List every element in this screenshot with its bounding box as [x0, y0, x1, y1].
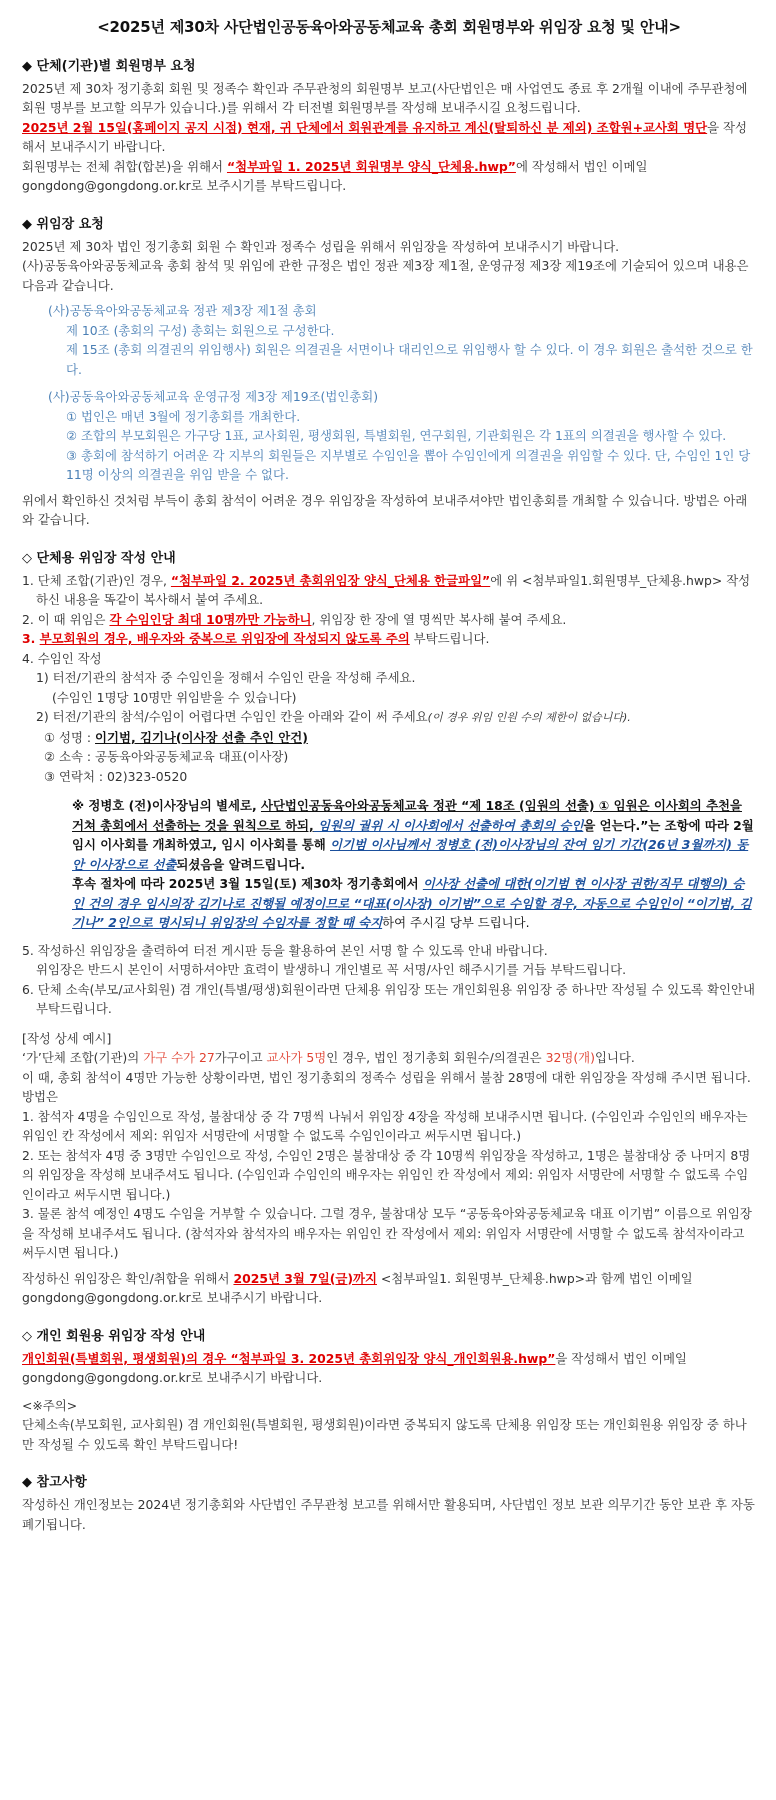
- paragraph: 단체소속(부모회원, 교사회원) 겸 개인회원(특별회원, 평생회원)이라면 중복되지 않도록 단체용 위임장 또는 개인회원용 위임장 중 하나만 작성될 수 있도록 확인 부탁드립니다!: [22, 1417, 747, 1452]
- text: 3.: [22, 631, 40, 646]
- highlight-text: 2025년 2월 15일(홈페이지 공지 시점) 현재, 귀 단체에서 회원관계를 유지하고 계신(탈퇴하신 분 제외) 조합원+교사회 명단: [22, 119, 708, 135]
- quote-title: (사)공동육아와공동체교육 운영규정 제3장 제19조(법인총회): [48, 389, 379, 404]
- list-item: [22, 707, 756, 728]
- list-item: 2. 또는 참석자 4명 중 3명만 수임인으로 작성, 수임인 2명은 불참대상 중 각 10명씩 위임장을 작성하고, 1명은 불참대상 중 나머지 8명의 위임장을 작성해 보내주셔도 됩니다. (수임인과 수임인의 배우자는 위임인 칸 작성에서 제외: 위임자 서명란에 서명할 수 없도록 수임인이라고 써두시면 됩니다.): [22, 1147, 751, 1202]
- text: 을 작성해서 보내주시기 바랍니다.: [22, 119, 747, 154]
- notice-block: [22, 796, 756, 933]
- text: ① 성명 :: [44, 729, 96, 745]
- text: 작성하신 위임장은 확인/취합을 위해서: [22, 1270, 234, 1286]
- list-item: 3. 물론 참석 예정인 4명도 수임을 거부할 수 있습니다. 그럴 경우, 불참대상 모두 “공동육아와공동체교육 대표 이기범” 이름으로 위임장을 작성해 보내주셔도 됩니다. (참석자와 참석자의 배우자는 위임인 칸 작성에서 제외: 위임자 서명란에 서명할 수 없도록 참석자이라고 써두시면 됩니다.): [22, 1206, 752, 1260]
- text: 이기범 이사님께서 정병호 (전)이사장님의 잔여 임기 기간(26년 3월까지) 동안 이사장으로 선출: [72, 837, 749, 872]
- paragraph: [72, 796, 756, 874]
- quote-line: 제 15조 (총회 의결권의 위임행사) 회원은 의결권을 서면이나 대리인으로 위임행사 할 수 있다. 이 경우 회원은 출석한 것으로 한다.: [66, 342, 753, 377]
- text: 회원명부는 전체 취합(합본)을 위해서: [22, 158, 227, 174]
- text: 후속 절차에 따라 2025년 3월 15일(토) 제30차 정기총회에서: [72, 876, 423, 891]
- list-item: (수임인 1명당 10명만 위임받을 수 있습니다): [52, 689, 297, 705]
- text: <첨부파일1. 회원명부_단체용.hwp>과 함께 법인 이메일 gongdong@gongdong.or.kr로 보내주시기 바랍니다.: [22, 1270, 693, 1305]
- text: ‘가’단체 조합(기관)의: [22, 1050, 144, 1065]
- text: 1. 단체 조합(기관)인 경우,: [22, 572, 171, 588]
- quote-title: (사)공동육아와공동체교육 정관 제3장 제1절 총회: [48, 303, 317, 318]
- section-heading-proxy: ◆ 위임장 요청: [22, 216, 104, 232]
- paragraph: 방법은: [22, 1089, 58, 1104]
- text: 교사가 5명: [266, 1050, 327, 1065]
- highlight-text: 부모회원의 경우, 배우자와 중복으로 위임장에 작성되지 않도록 주의: [39, 631, 410, 646]
- section-heading-individual-proxy: ◇ 개인 회원용 위임장 작성 안내: [22, 1328, 206, 1344]
- paragraph: 이 때, 총회 참석이 4명만 가능한 상황이라면, 법인 정기총회의 정족수 성립을 위해서 불참 28명에 대한 위임장을 작성해 주시면 됩니다.: [22, 1069, 751, 1085]
- caution-heading: <※주의>: [22, 1397, 78, 1413]
- paragraph: [22, 1349, 756, 1388]
- quote-line: ② 조합의 부모회원은 가구당 1표, 교사회원, 평생회원, 특별회원, 연구회원, 기관회원은 각 1표의 의결권을 행사할 수 있다.: [66, 428, 727, 443]
- paragraph: 2025년 제 30차 정기총회 회원 및 정족수 확인과 주무관청의 회원명부 보고(사단법인은 매 사업연도 종료 후 2개월 이내에 주무관청에 회원 명부를 보고할 의무가 있습니다.)를 위해서 각 터전별 회원명부를 작성해 보내주시길 요청드립니다.: [22, 80, 748, 115]
- paragraph: [22, 157, 756, 196]
- attachment-3-name: 개인회원(특별회원, 평생회원)의 경우 “첨부파일 3. 2025년 총회위임장 양식_개인회원용.hwp”: [22, 1350, 556, 1366]
- paragraph: 위에서 확인하신 것처럼 부득이 총회 참석이 어려운 경우 위임장을 작성하여 보내주셔야만 법인총회를 개최할 수 있습니다. 방법은 아래와 같습니다.: [22, 492, 748, 527]
- text: ※ 정병호 (전)이사장님의 별세로,: [72, 798, 261, 813]
- paragraph: 작성하신 개인정보는 2024년 정기총회와 사단법인 주무관청 보고를 위해서만 활용되며, 사단법인 정보 보관 의무기간 동안 보관 후 자동 폐기됩니다.: [22, 1497, 755, 1532]
- list-item: [22, 610, 756, 630]
- text: 2. 이 때 위임은: [22, 611, 110, 627]
- highlight-text: 각 수임인당 최대 10명까만 가능하니: [109, 611, 312, 627]
- text: 임원의 궐위 시 이사회에서 선출하여 총회의 승인: [313, 817, 584, 833]
- text: 가구 수가 27: [143, 1050, 215, 1065]
- text: 2) 터전/기관의 참석/수임이 어렵다면 수임인 칸을 아래와 같이 써 주세요: [36, 709, 428, 724]
- text: 인 경우, 법인 정기총회 회원수/의결권은: [326, 1050, 546, 1065]
- text: (이 경우 위임 인원 수의 제한이 없습니다).: [427, 711, 631, 724]
- paragraph: [72, 874, 756, 933]
- text: 사단법인공동육아와공동체교육 정관 “제 18조 (임원의 선출) ① 임원은 이사회의 추천을 거쳐 총회에서 선출하는 것을 원칙으로 하되,: [72, 798, 742, 833]
- attachment-1-name: “첨부파일 1. 2025년 회원명부 양식_단체용.hwp”: [226, 158, 516, 174]
- quote-line: 제 10조 (총회의 구성) 총회는 회원으로 구성한다.: [66, 322, 335, 338]
- list-item: 6. 단체 소속(부모/교사회원) 겸 개인(특별/평생)회원이라면 단체용 위임장 또는 개인회원용 위임장 중 하나만 작성될 수 있도록 확인안내 부탁드립니다.: [22, 981, 755, 1016]
- text: 이사장 선출에 대한(이기범 현 이사장 권한/직무 대행의) 승인 건의 경우 임시의장 김기나로 진행될 예정이므로 “대표(이사장) 이기범”으로 수임할 경우, 자동으로 수임인이 “이기범, 김기나” 2인으로 명시되니 위임장의 수임자를 정할 때 숙지: [72, 876, 752, 930]
- text: 가구이고: [214, 1050, 267, 1065]
- text: 하여 주시길 당부 드립니다.: [382, 915, 530, 930]
- text: 입니다.: [594, 1050, 635, 1065]
- list-item: 4. 수임인 작성: [22, 650, 102, 666]
- list-item: 1) 터전/기관의 참석자 중 수임인을 정해서 수임인 란을 작성해 주세요.: [36, 670, 416, 685]
- text: 부탁드립니다.: [409, 631, 490, 646]
- text: 32명(개): [545, 1050, 595, 1065]
- paragraph: 2025년 제 30차 법인 정기총회 회원 수 확인과 정족수 성립을 위해서 위임장을 작성하여 보내주시기 바랍니다.: [22, 238, 620, 254]
- quote-line: ① 법인은 매년 3월에 정기총회를 개최한다.: [66, 408, 301, 424]
- paragraph: [22, 118, 756, 157]
- section-heading-notes: ◆ 참고사항: [22, 1475, 87, 1490]
- list-item: [22, 728, 756, 748]
- example-heading: [작성 상세 예시]: [22, 1030, 112, 1046]
- paragraph: [22, 1269, 756, 1308]
- list-item: 1. 참석자 4명을 수임인으로 작성, 불참대상 중 각 7명씩 나눠서 위임장 4장을 작성해 보내주시면 됩니다. (수임인과 수임인의 배우자는 위임인 칸 작성에서 제외: 위임자 서명란에 서명할 수 없도록 수임인이라고 써두시면 됩니다.): [22, 1108, 748, 1143]
- page-title: <2025년 제30차 사단법인공동육아와공동체교육 총회 회원명부와 위임장 요청 및 안내>: [97, 18, 681, 36]
- section-heading-roster: ◆ 단체(기관)별 회원명부 요청: [22, 58, 196, 74]
- list-item: ② 소속 : 공동육아와공동체교육 대표(이사장): [44, 749, 289, 764]
- proxy-name-value: 이기범, 김기나(이사장 선출 추인 안건): [95, 729, 308, 745]
- paragraph: [22, 1048, 756, 1068]
- text: , 위임장 한 장에 열 명씩만 복사해 붙여 주세요.: [311, 611, 567, 627]
- text: 되셨음을 알려드립니다.: [176, 856, 306, 872]
- text: 에 작성해서 법인 이메일 gongdong@gongdong.or.kr로 보주시기를 부탁드립니다.: [22, 158, 648, 193]
- list-item: 위임장은 반드시 본인이 서명하셔야만 효력이 발생하니 개인별로 꼭 서명/사인 해주시기를 거듭 부탁드립니다.: [36, 962, 627, 977]
- quote-line: ③ 총회에 참석하기 어려운 각 지부의 회원들은 지부별로 수임인을 뽑아 수임인에게 의결권을 위임할 수 있다. 단, 수임인 1인 당 11명 이상의 의결권을 위임 받을 수 없다.: [66, 447, 751, 482]
- section-heading-group-proxy: ◇ 단체용 위임장 작성 안내: [22, 550, 176, 566]
- list-item: [22, 629, 756, 649]
- list-item: 5. 작성하신 위임장을 출력하여 터전 게시판 등을 활용하여 본인 서명 할 수 있도록 안내 바랍니다.: [22, 942, 548, 958]
- bylaws-quote: [22, 301, 756, 485]
- attachment-2-name: “첨부파일 2. 2025년 총회위임장 양식_단체용 한글파일”: [170, 572, 491, 588]
- paragraph: (사)공동육아와공동체교육 총회 참석 및 위임에 관한 규정은 법인 정관 제3장 제1절, 운영규정 제3장 제19조에 기술되어 있으며 내용은 다음과 같습니다.: [22, 258, 749, 293]
- deadline-text: 2025년 3월 7일(금)까지: [233, 1270, 377, 1286]
- list-item: ③ 연락처 : 02)323-0520: [44, 768, 188, 784]
- text: 을 작성해서 법인 이메일 gongdong@gongdong.or.kr로 보내주시기 바랍니다.: [22, 1350, 687, 1385]
- text: 에 위 <첨부파일1.회원명부_단체용.hwp> 작성하신 내용을 똑같이 복사해서 붙여 주세요.: [36, 572, 751, 607]
- list-item: [22, 571, 756, 610]
- text: 을 얻는다.”는 조항에 따라 2월 임시 이사회를 개최하였고, 임시 이사회를 통해: [72, 817, 754, 852]
